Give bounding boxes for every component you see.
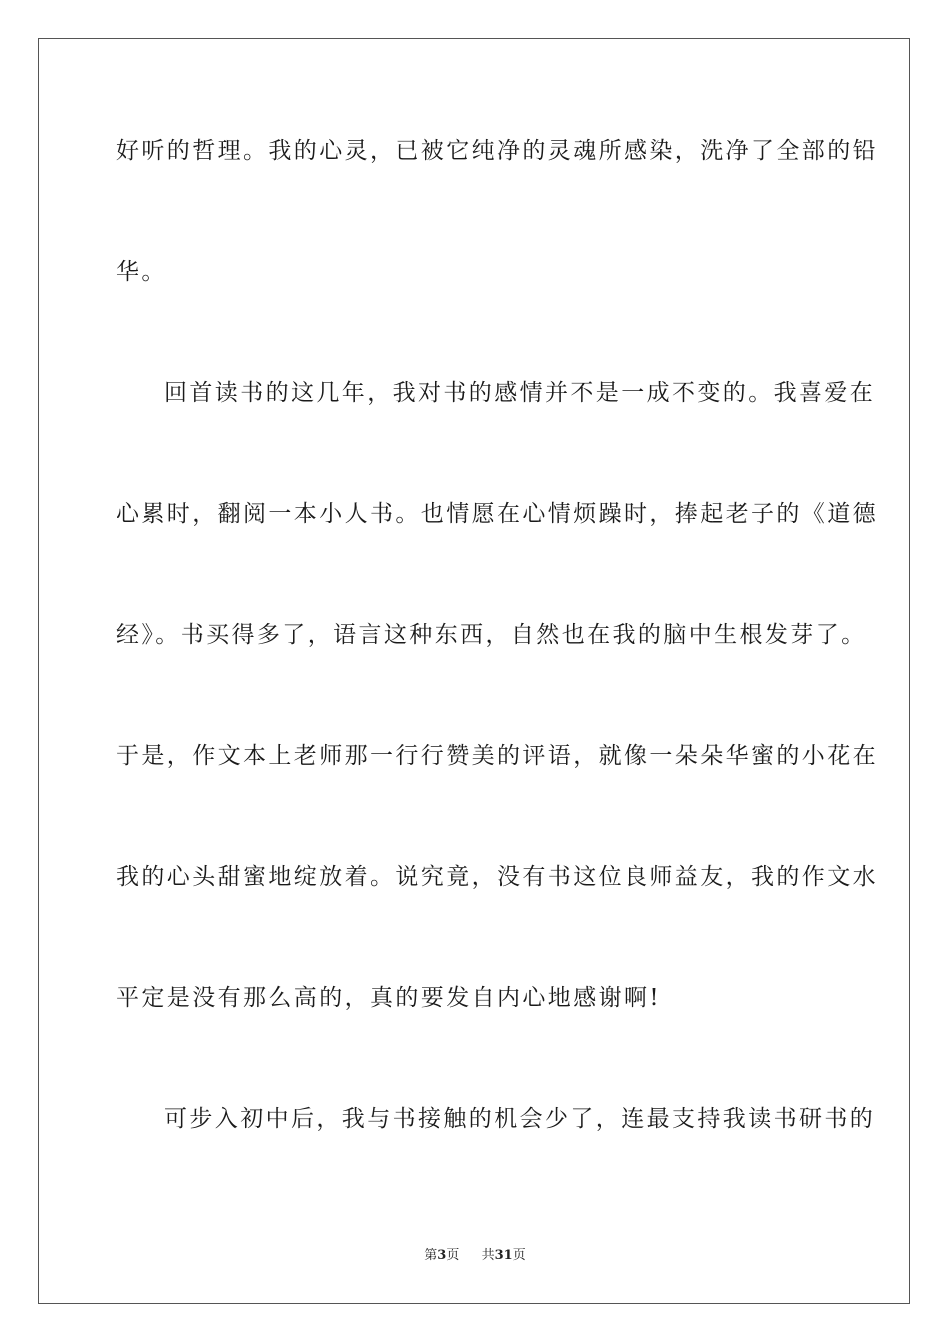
text-line: 华。 (116, 259, 167, 285)
page-suffix: 页 (446, 1248, 460, 1263)
text-line: 我的心头甜蜜地绽放着。说究竟，没有书这位良师益友，我的作文水 (116, 864, 878, 890)
text-line: 平定是没有那么高的，真的要发自内心地感谢啊! (116, 985, 662, 1011)
document-body (116, 126, 878, 1215)
text-line: 心累时，翻阅一本小人书。也情愿在心情烦躁时，捧起老子的《道德 (116, 501, 878, 527)
text-line: 好听的哲理。我的心灵，已被它纯净的灵魂所感染，洗净了全部的铅 (116, 138, 878, 164)
current-page-number: 3 (437, 1248, 447, 1263)
text-line: 于是，作文本上老师那一行行赞美的评语，就像一朵朵华蜜的小花在 (116, 743, 878, 769)
page-number-footer (0, 1244, 950, 1263)
paragraph-start-line: 可步入初中后，我与书接触的机会少了，连最支持我读书研书的 (164, 1106, 876, 1132)
total-suffix: 页 (512, 1248, 526, 1263)
paragraph-start-line: 回首读书的这几年，我对书的感情并不是一成不变的。我喜爱在 (164, 380, 876, 406)
text-line: 经》。书买得多了，语言这种东西，自然也在我的脑中生根发芽了。 (116, 622, 867, 648)
total-page-count: 31 (494, 1248, 513, 1263)
total-prefix: 共 (481, 1248, 495, 1263)
page-prefix: 第 (424, 1248, 438, 1263)
